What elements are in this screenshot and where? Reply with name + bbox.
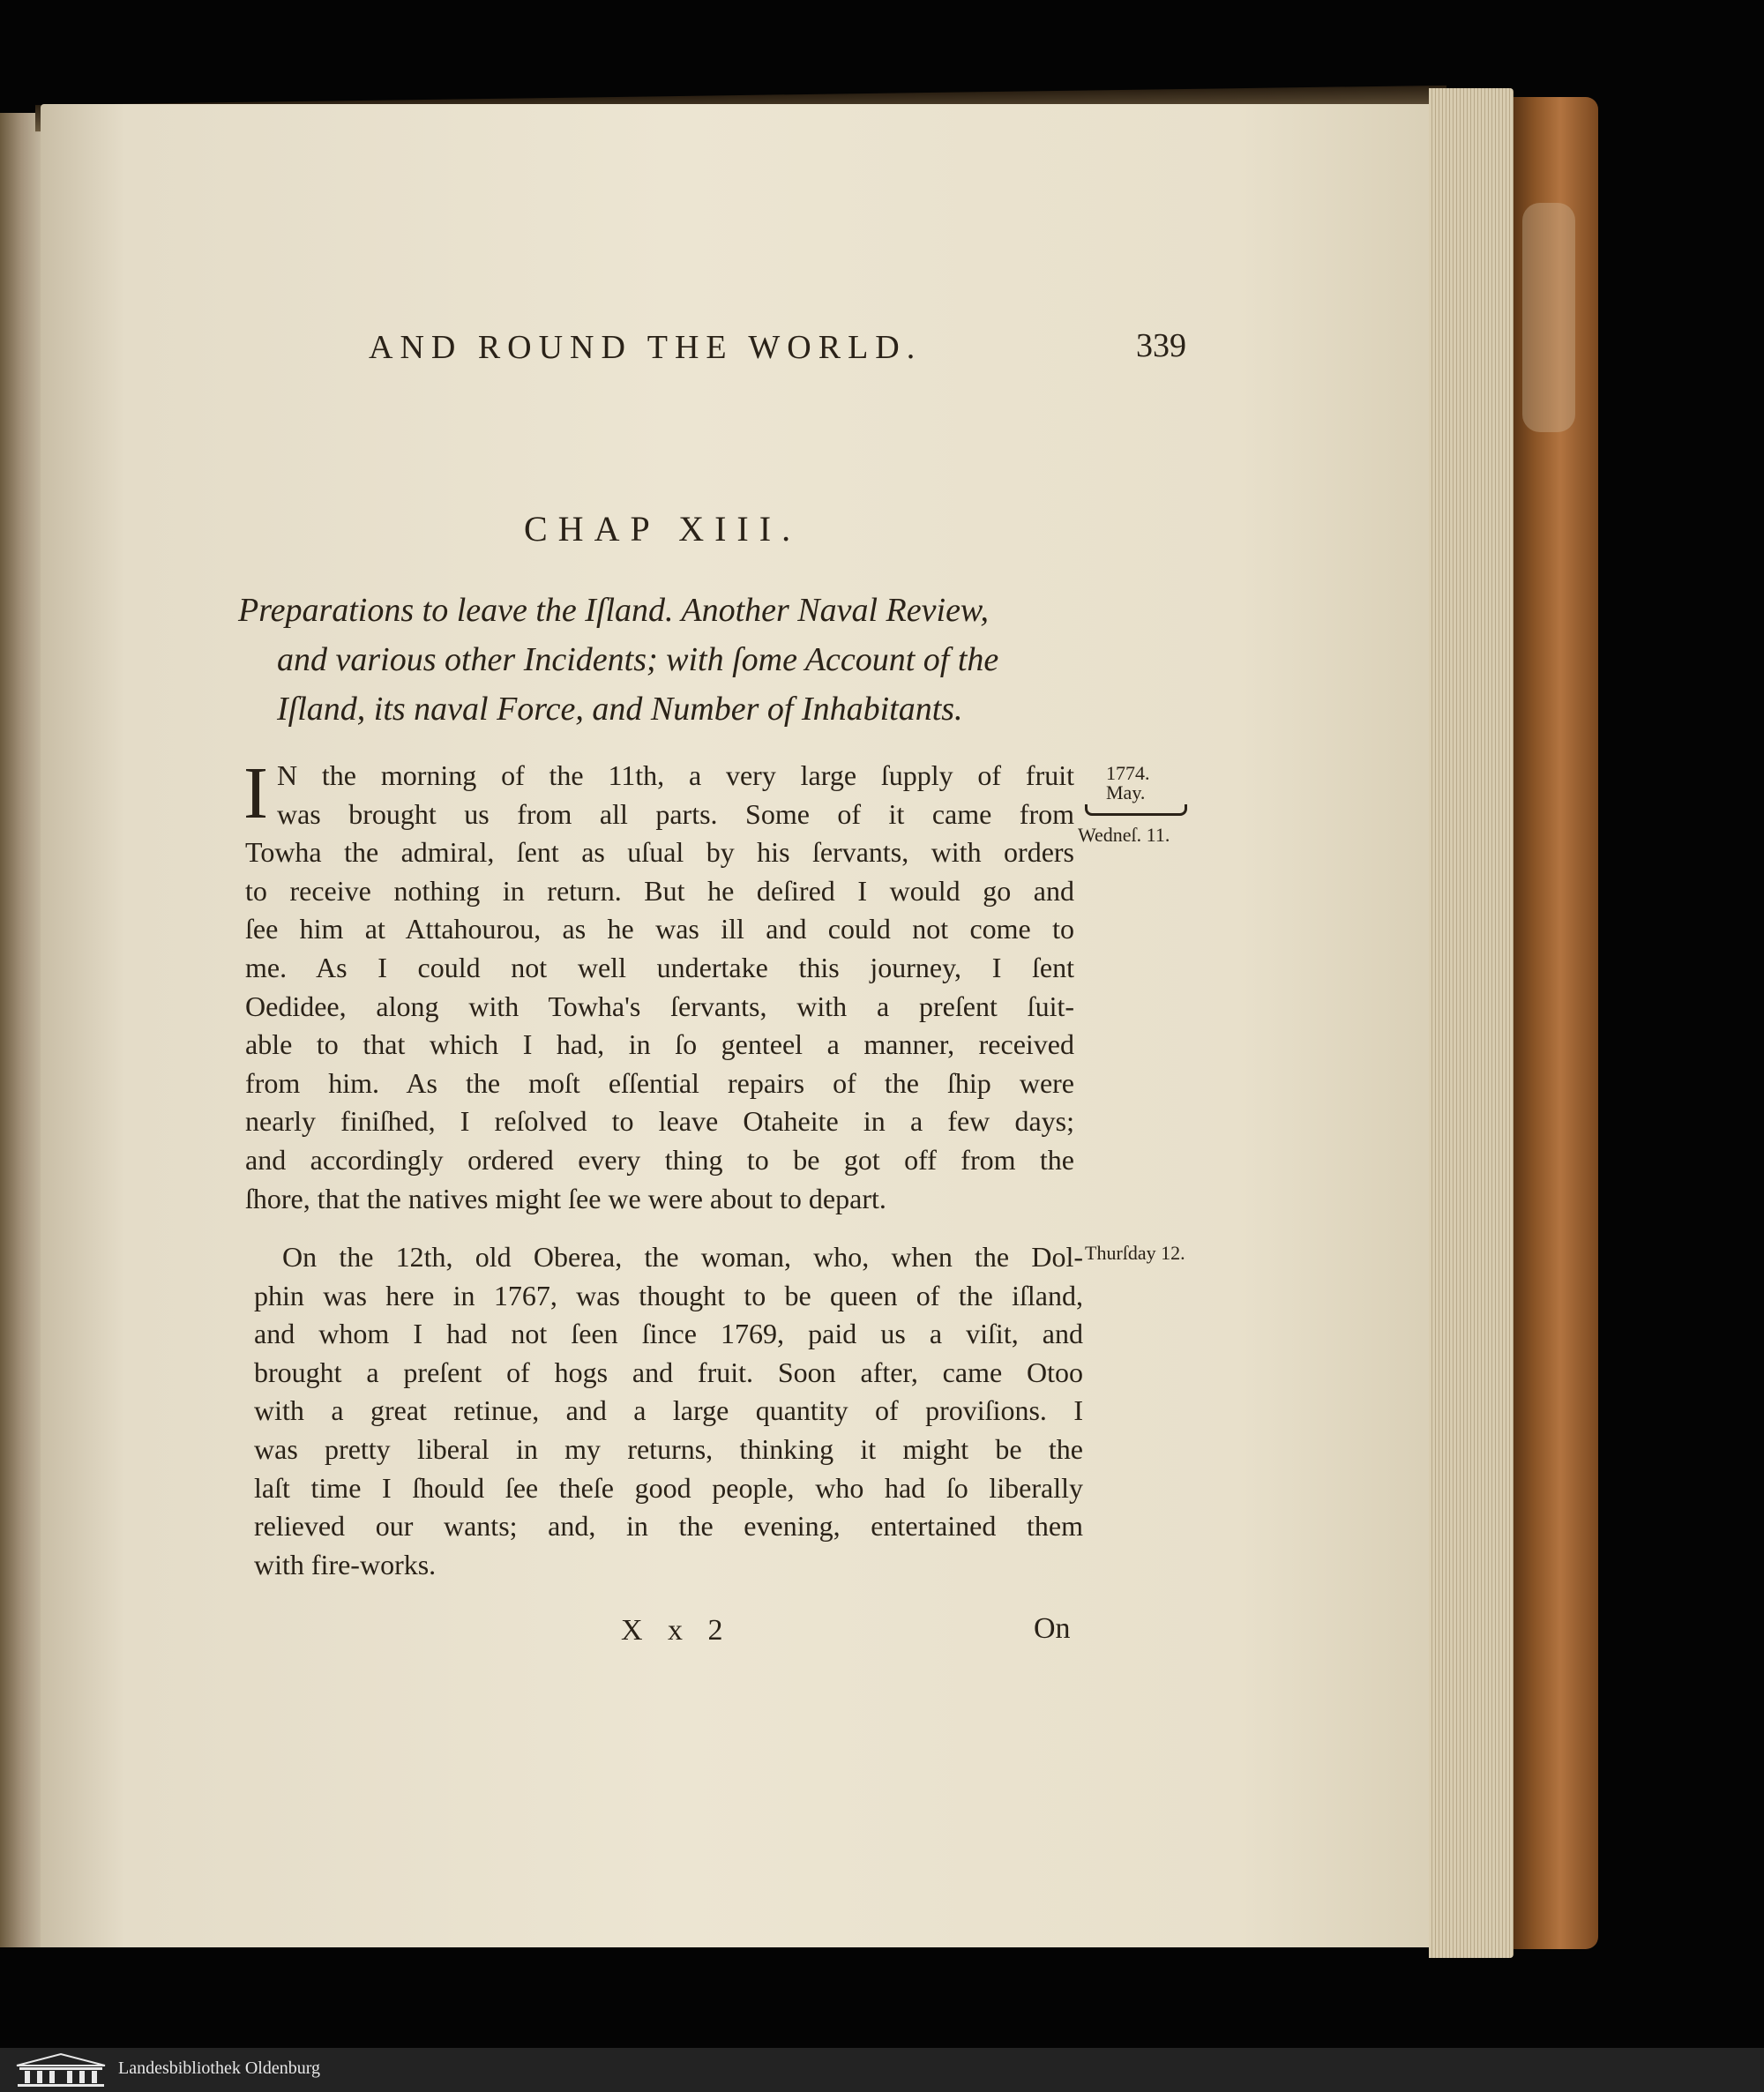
margin-note-year: 1774. xyxy=(1106,762,1150,784)
margin-note-thursday: Thurſday 12. xyxy=(1085,1242,1185,1264)
running-head: AND ROUND THE WORLD. xyxy=(369,329,923,366)
chapter-summary xyxy=(238,586,1067,734)
text-line: ſhore, that the natives might ſee we were about to depart. xyxy=(245,1182,886,1214)
paragraph-2 xyxy=(254,1238,1083,1584)
text-line: with a great retinue, and a large quantity of proviſions. I xyxy=(254,1394,1083,1427)
text-line: brought a preſent of hogs and fruit. Soon after, came Otoo xyxy=(254,1356,1083,1388)
drop-cap: I xyxy=(243,752,268,834)
text-line: ſee him at Attahourou, as he was ill and could not come to xyxy=(245,913,1074,945)
summary-line: and various other Incidents; with ſome Account of the xyxy=(277,641,999,678)
paragraph-1 xyxy=(243,752,1074,1218)
text-line: me. As I could not well undertake this journey, I ſent xyxy=(245,951,1074,983)
library-building-icon xyxy=(12,2051,109,2088)
text-line: and whom I had not ſeen ſince 1769, paid us a viſit, and xyxy=(254,1318,1083,1350)
library-name: Landesbibliothek Oldenburg xyxy=(118,2058,321,2078)
text-line: was brought us from all parts. Some of it came from xyxy=(276,797,1074,830)
catchword: On xyxy=(1034,1612,1071,1645)
text-line: from him. As the moſt eſſential repairs of the ſhip were xyxy=(245,1066,1074,1099)
page-number: 339 xyxy=(1136,327,1186,364)
margin-brace xyxy=(1085,804,1187,816)
text-line: N the morning of the 11th, a very large ſupply of fruit xyxy=(276,759,1074,791)
text-line: nearly finiſhed, I reſolved to leave Otaheite in a few days; xyxy=(245,1105,1074,1138)
text-line: phin was here in 1767, was thought to be queen of the iſland, xyxy=(254,1279,1083,1311)
text-line: able to that which I had, in ſo genteel a manner, received xyxy=(245,1028,1074,1061)
summary-line: Preparations to leave the Iſland. Another Naval Review, xyxy=(238,592,989,629)
chapter-title: CHAP XIII. xyxy=(524,509,802,549)
text-line: to receive nothing in return. But he deſired I would go and xyxy=(245,874,1074,907)
text-line: Oedidee, along with Towha's ſervants, with a preſent ſuit- xyxy=(245,990,1074,1022)
margin-note-wednesday: Wedneſ. 11. xyxy=(1078,824,1170,846)
text-line: and accordingly ordered every thing to be got off from the xyxy=(245,1143,1074,1176)
text-line: Towha the admiral, ſent as uſual by his ſervants, with orders xyxy=(245,836,1074,869)
text-line: On the 12th, old Oberea, the woman, who, when the Dol- xyxy=(282,1241,1083,1273)
text-line: was pretty liberal in my returns, thinking it might be the xyxy=(254,1432,1083,1465)
summary-line: Iſland, its naval Force, and Number of Inhabitants. xyxy=(277,691,963,728)
signature-mark: X x 2 xyxy=(621,1614,732,1647)
margin-note-month: May. xyxy=(1106,781,1146,803)
text-line: with fire-works. xyxy=(254,1548,437,1580)
text-line: relieved our wants; and, in the evening, entertained them xyxy=(254,1510,1083,1543)
text-line: laſt time I ſhould ſee theſe good people, who had ſo liberally xyxy=(254,1471,1083,1504)
